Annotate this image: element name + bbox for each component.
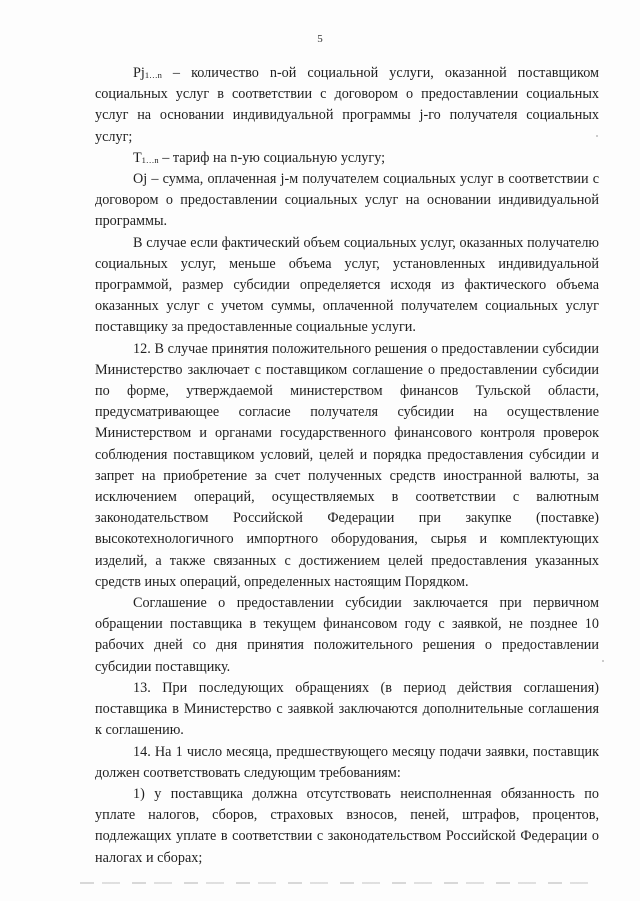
- paragraph-text: – количество n-ой социальной услуги, оказанной поставщиком социальных услуг в соответствии с договором о предоставлении социальных услуг на основании индивидуальной программы j-го получателя социальных услуг;: [95, 65, 599, 145]
- document-body: [95, 63, 599, 869]
- formula-subscript: 1…n: [141, 154, 159, 165]
- scan-artifact-line: [80, 882, 590, 884]
- paragraph-clause-14: 14. На 1 число месяца, предшествующего месяцу подачи заявки, поставщик должен соответствовать следующим требованиям:: [95, 743, 599, 781]
- paragraph-t-definition: [95, 148, 599, 169]
- paragraph-clause-13: 13. При последующих обращениях (в период действия соглашения) поставщика в Министерство с заявкой заключаются дополнительные соглашения к соглашению.: [95, 679, 599, 739]
- paragraph-clause-12: 12. В случае принятия положительного решения о предоставлении субсидии Министерство заключает с поставщиком соглашение о предоставлении субсидии по форме, утверждаемой министерством финансов Тульской области, предусматривающее согласие получателя субсидии на осуществление Министерством и органами государственного финансового контроля проверок соблюдения поставщиком условий, целей и порядка предоставления субсидии и запрет на приобретение за счет полученных средств иностранной валюты, за исключением операций, осуществляемых в соответствии с валютным законодательством Российской Федерации при закупке (поставке) высокотехнологичного импортного оборудования, сырья и комплектующих изделий, а также связанных с достижением целей предоставления указанных средств иных операций, определенных настоящим Порядком.: [95, 340, 599, 590]
- paragraph-pj-definition: [95, 63, 599, 148]
- paragraph-oj-definition: Oj – сумма, оплаченная j-м получателем социальных услуг в соответствии с договором о предоставлении социальных услуг на основании индивидуальной программы.: [95, 171, 599, 230]
- scan-speck: [602, 660, 604, 662]
- paragraph-agreement: Соглашение о предоставлении субсидии заключается при первичном обращении поставщика в текущем финансовом году с заявкой, не позднее 10 рабочих дней со дня принятия положительного решения о предоставлении субсидии поставщику.: [95, 595, 599, 675]
- page-number: 5: [317, 33, 323, 45]
- formula-symbol: Pj: [133, 65, 145, 81]
- paragraph-text: – тариф на n-ую социальную услугу;: [158, 149, 386, 166]
- formula-subscript: 1…n: [144, 70, 162, 80]
- formula-symbol: T: [133, 149, 142, 166]
- paragraph-subsidy-calculation: В случае если фактический объем социальных услуг, оказанных получателю социальных услуг, меньше объема услуг, установленных индивидуальной программой, размер субсидии определяется исходя из фактического объема оказанных услуг с учетом суммы, оплаченной получателем социальных услуг поставщику за предоставленные социальные услуги.: [95, 234, 599, 336]
- paragraph-requirement-1: 1) у поставщика должна отсутствовать неисполненная обязанность по уплате налогов, сборов, страховых взносов, пеней, штрафов, процентов, подлежащих уплате в соответствии с законодательством Российской Федерации о налогах и сборах;: [95, 785, 599, 866]
- scan-speck: [596, 135, 598, 137]
